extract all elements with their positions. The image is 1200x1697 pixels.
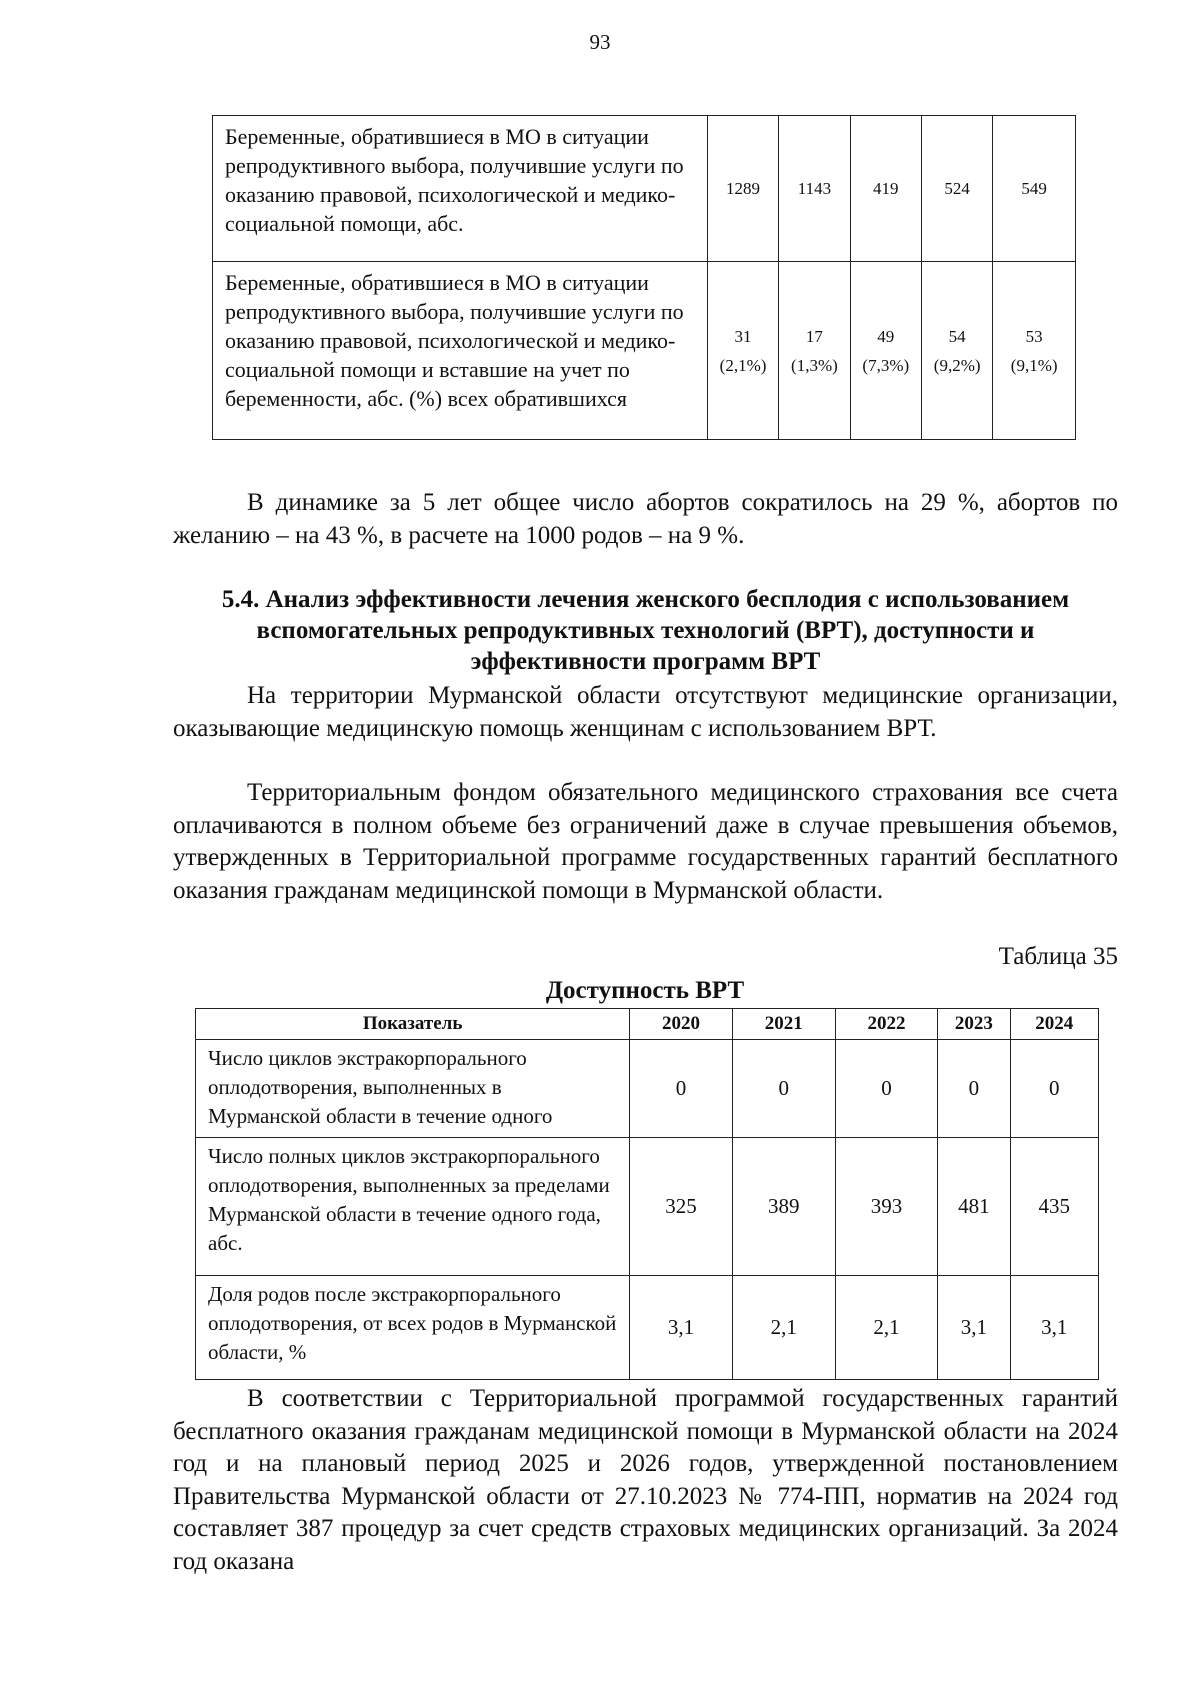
cell-value: 3,1 bbox=[630, 1276, 733, 1380]
cell-percent: (9,1%) bbox=[1010, 355, 1058, 375]
table-caption: Таблица 35 bbox=[998, 943, 1118, 970]
cell-value: 2,1 bbox=[835, 1276, 938, 1380]
cell-value: 0 bbox=[835, 1040, 938, 1138]
paragraph-fund: Территориальным фондом обязательного медицинского страхования все счета оплачиваются в полном объеме без ограничений даже в случае превышения объемов, утвержденных в Территориальной программе государственных гарантий бесплатного оказания гражданам медицинской помощи в Мурманской области. bbox=[173, 779, 1118, 904]
cell-value: 389 bbox=[732, 1138, 835, 1276]
cell-value: 419 bbox=[850, 116, 921, 262]
cell-value: 1143 bbox=[779, 116, 850, 262]
vrt-availability-table bbox=[195, 1008, 1099, 1380]
table-row bbox=[213, 262, 1076, 440]
table-row bbox=[213, 116, 1076, 262]
cell-value: 31 bbox=[734, 326, 752, 346]
table-header-row bbox=[196, 1009, 1099, 1040]
section-heading: 5.4. Анализ эффективности лечения женского бесплодия с использованием вспомогательных репродуктивных технологий (ВРТ), доступности и эффективности программ ВРТ bbox=[221, 586, 1070, 675]
table-row bbox=[196, 1138, 1099, 1276]
header-year: 2022 bbox=[835, 1009, 938, 1040]
header-year: 2024 bbox=[1010, 1009, 1099, 1040]
cell-percent: (2,1%) bbox=[719, 355, 767, 375]
cell-value: 0 bbox=[630, 1040, 733, 1138]
cell-value: 0 bbox=[732, 1040, 835, 1138]
cell-value: 0 bbox=[1010, 1040, 1099, 1138]
page-number: 93 bbox=[589, 30, 611, 54]
cell-percent: (9,2%) bbox=[933, 355, 981, 375]
row-label: Доля родов после экстракорпорального оплодотворения, от всех родов в Мурманской области, % bbox=[196, 1276, 630, 1380]
cell-value-with-percent bbox=[850, 262, 921, 440]
abortion-choice-table bbox=[212, 115, 1076, 440]
header-indicator: Показатель bbox=[196, 1009, 630, 1040]
cell-value-with-percent bbox=[779, 262, 850, 440]
cell-value: 54 bbox=[948, 326, 966, 346]
row-label: Число циклов экстракорпорального оплодотворения, выполненных в Мурманской области в течение одного bbox=[196, 1040, 630, 1138]
cell-value: 549 bbox=[993, 116, 1076, 262]
table-title: Доступность ВРТ bbox=[545, 977, 745, 1004]
table-row bbox=[196, 1276, 1099, 1380]
cell-value: 1289 bbox=[707, 116, 778, 262]
row-label: Число полных циклов экстракорпорального оплодотворения, выполненных за пределами Мурманской области в течение одного года, абс. bbox=[196, 1138, 630, 1276]
cell-value: 325 bbox=[630, 1138, 733, 1276]
row-label: Беременные, обратившиеся в МО в ситуации репродуктивного выбора, получившие услуги по оказанию правовой, психологической и медико-социальной помощи и вставшие на учет по беременности, абс. (%) всех обратившихся bbox=[213, 262, 708, 440]
header-year: 2020 bbox=[630, 1009, 733, 1040]
cell-value: 3,1 bbox=[1010, 1276, 1099, 1380]
cell-value-with-percent bbox=[707, 262, 778, 440]
cell-value: 435 bbox=[1010, 1138, 1099, 1276]
cell-value: 17 bbox=[805, 326, 823, 346]
paragraph-dynamics: В динамике за 5 лет общее число абортов сократилось на 29 %, абортов по желанию – на 43 %, в расчете на 1000 родов – на 9 %. bbox=[173, 489, 1118, 549]
table-row bbox=[196, 1040, 1099, 1138]
header-year: 2021 bbox=[732, 1009, 835, 1040]
cell-value-with-percent bbox=[993, 262, 1076, 440]
cell-value: 524 bbox=[921, 116, 992, 262]
cell-value-with-percent bbox=[921, 262, 992, 440]
cell-value: 53 bbox=[1025, 326, 1043, 346]
cell-percent: (1,3%) bbox=[791, 355, 838, 375]
paragraph-territory: На территории Мурманской области отсутствуют медицинские организации, оказывающие медицинскую помощь женщинам с использованием ВРТ. bbox=[173, 682, 1118, 742]
cell-percent: (7,3%) bbox=[862, 355, 910, 375]
cell-value: 49 bbox=[877, 326, 895, 346]
paragraph-program: В соответствии с Территориальной программой государственных гарантий бесплатного оказания гражданам медицинской помощи в Мурманской области на 2024 год и на плановый период 2025 и 2026 годов, утвержденной постановлением Правительства Мурманской области от 27.10.2023 № 774-ПП, норматив на 2024 год составляет 387 процедур за счет средств страховых медицинских организаций. За 2024 год оказана bbox=[173, 1385, 1118, 1575]
cell-value: 481 bbox=[938, 1138, 1010, 1276]
cell-value: 0 bbox=[938, 1040, 1010, 1138]
cell-value: 393 bbox=[835, 1138, 938, 1276]
cell-value: 3,1 bbox=[938, 1276, 1010, 1380]
row-label: Беременные, обратившиеся в МО в ситуации репродуктивного выбора, получившие услуги по оказанию правовой, психологической и медико-социальной помощи, абс. bbox=[213, 116, 708, 262]
cell-value: 2,1 bbox=[732, 1276, 835, 1380]
header-year: 2023 bbox=[938, 1009, 1010, 1040]
